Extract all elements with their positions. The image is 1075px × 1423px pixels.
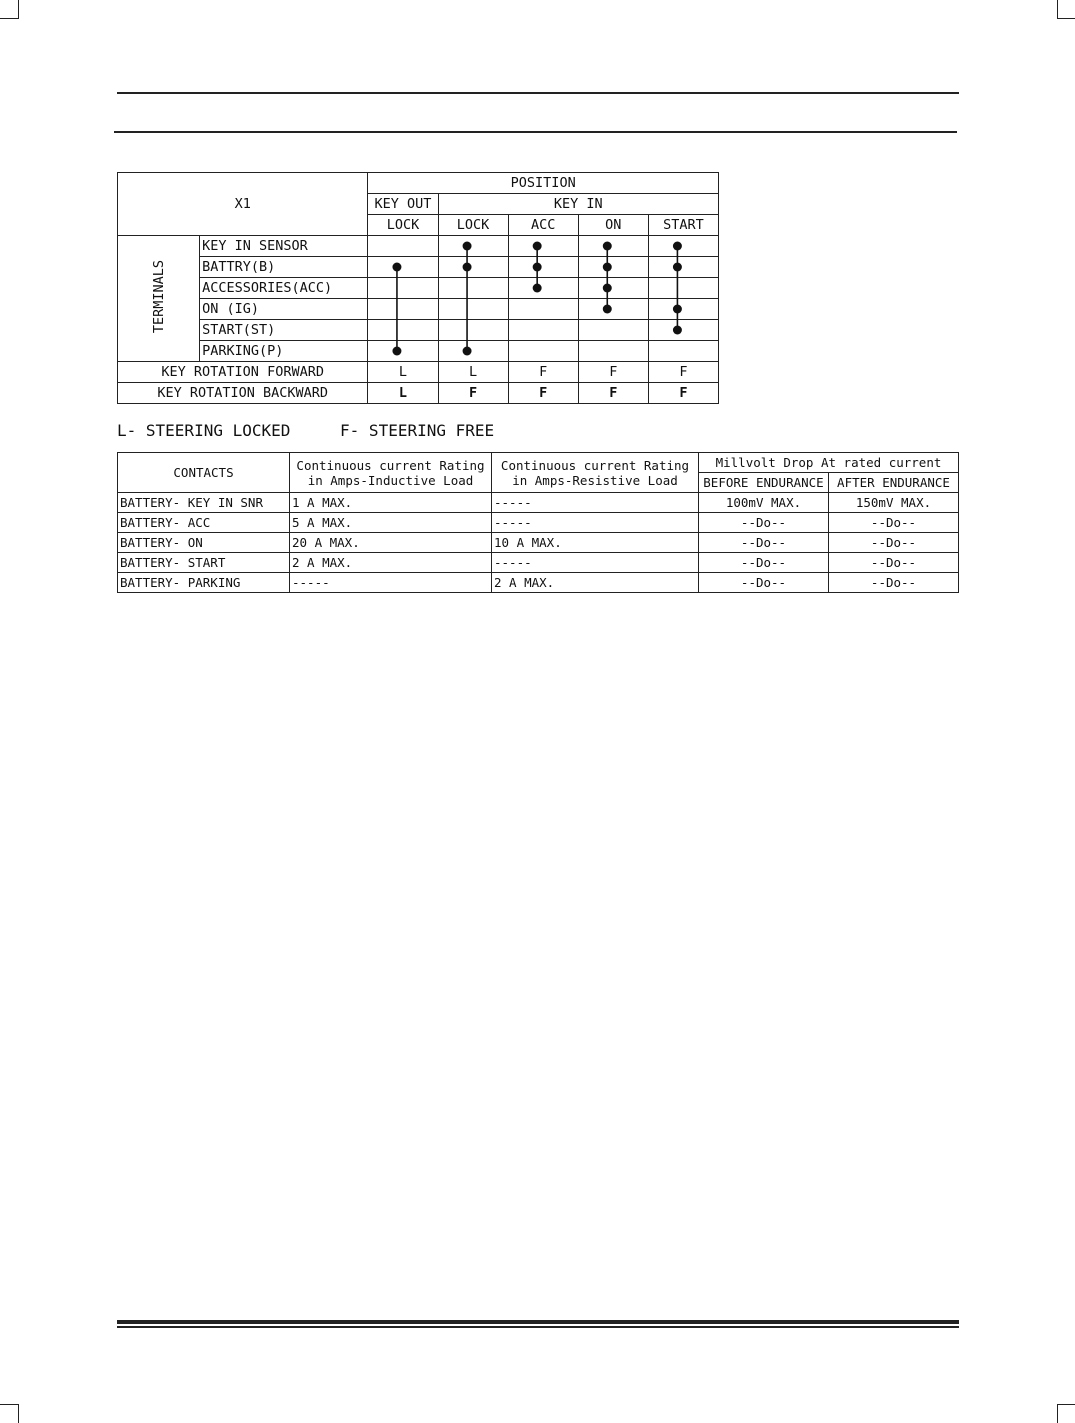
table-row (118, 553, 959, 573)
contacts-table (117, 452, 959, 593)
millvolt-header: Millvolt Drop At rated current (699, 453, 959, 473)
backward-value: L (368, 383, 438, 404)
position-lock-keyout: LOCK (368, 215, 438, 236)
after-cell: --Do-- (829, 533, 959, 553)
after-endurance-header: AFTER ENDURANCE (829, 473, 959, 493)
contact-cell: BATTERY- ON (118, 533, 290, 553)
terminals-header (118, 236, 200, 362)
resistive-header-line2: in Amps-Resistive Load (512, 472, 678, 488)
backward-value: F (438, 383, 508, 404)
inductive-cell: 1 A MAX. (290, 493, 492, 513)
terminal-start: START(ST) (200, 320, 368, 341)
before-endurance-header: BEFORE ENDURANCE (699, 473, 829, 493)
header-rule-bottom (114, 131, 957, 133)
forward-value: L (368, 362, 438, 383)
before-cell: --Do-- (699, 513, 829, 533)
forward-value: F (648, 362, 718, 383)
crop-mark-bottom-left (0, 1404, 19, 1423)
forward-value: F (508, 362, 578, 383)
terminal-on: ON (IG) (200, 299, 368, 320)
resistive-cell: 10 A MAX. (492, 533, 699, 553)
inductive-cell: 20 A MAX. (290, 533, 492, 553)
contact-cell: BATTERY- KEY IN SNR (118, 493, 290, 513)
backward-value: F (508, 383, 578, 404)
position-header: POSITION (368, 173, 719, 194)
footer-rule-thin (117, 1326, 959, 1328)
after-cell: --Do-- (829, 513, 959, 533)
table-title: X1 (118, 173, 368, 236)
inductive-cell: 5 A MAX. (290, 513, 492, 533)
backward-value: F (648, 383, 718, 404)
legend-locked: L- STEERING LOCKED (117, 421, 291, 440)
inductive-cell: 2 A MAX. (290, 553, 492, 573)
inductive-cell: ----- (290, 573, 492, 593)
before-cell: 100mV MAX. (699, 493, 829, 513)
inductive-header-line1: Continuous current Rating (296, 457, 485, 473)
key-out-header: KEY OUT (368, 194, 438, 215)
resistive-cell: ----- (492, 493, 699, 513)
footer-rule-thick (117, 1320, 959, 1324)
resistive-cell: ----- (492, 553, 699, 573)
terminal-parking: PARKING(P) (200, 341, 368, 362)
before-cell: --Do-- (699, 573, 829, 593)
backward-value: F (578, 383, 648, 404)
contact-cell: BATTERY- START (118, 553, 290, 573)
after-cell: --Do-- (829, 553, 959, 573)
resistive-header (492, 453, 699, 493)
legend (117, 421, 534, 440)
terminal-battery: BATTRY(B) (200, 257, 368, 278)
terminal-accessories: ACCESSORIES(ACC) (200, 278, 368, 299)
table-row (118, 533, 959, 553)
before-cell: --Do-- (699, 553, 829, 573)
resistive-cell: ----- (492, 513, 699, 533)
forward-value: L (438, 362, 508, 383)
table-row (118, 573, 959, 593)
inductive-header (290, 453, 492, 493)
after-cell: 150mV MAX. (829, 493, 959, 513)
table-row (118, 493, 959, 513)
crop-mark-top-right (1057, 0, 1075, 19)
inductive-header-line2: in Amps-Inductive Load (307, 472, 474, 488)
crop-mark-top-left (0, 0, 19, 19)
contact-cell: BATTERY- PARKING (118, 573, 290, 593)
before-cell: --Do-- (699, 533, 829, 553)
position-start: START (648, 215, 718, 236)
table-row (118, 513, 959, 533)
position-acc: ACC (508, 215, 578, 236)
crop-mark-bottom-right (1057, 1404, 1075, 1423)
forward-value: F (578, 362, 648, 383)
position-on: ON (578, 215, 648, 236)
backward-label: KEY ROTATION BACKWARD (118, 383, 368, 404)
terminal-key-in-sensor: KEY IN SENSOR (200, 236, 368, 257)
key-in-header: KEY IN (438, 194, 719, 215)
forward-label: KEY ROTATION FORWARD (118, 362, 368, 383)
switch-position-table (117, 172, 719, 404)
resistive-cell: 2 A MAX. (492, 573, 699, 593)
position-lock-keyin: LOCK (438, 215, 508, 236)
legend-free: F- STEERING FREE (340, 421, 495, 440)
header-rule-top (117, 92, 959, 94)
contact-cell: BATTERY- ACC (118, 513, 290, 533)
contacts-header: CONTACTS (118, 453, 290, 493)
resistive-header-line1: Continuous current Rating (500, 457, 690, 473)
terminals-label: TERMINALS (150, 259, 167, 334)
after-cell: --Do-- (829, 573, 959, 593)
